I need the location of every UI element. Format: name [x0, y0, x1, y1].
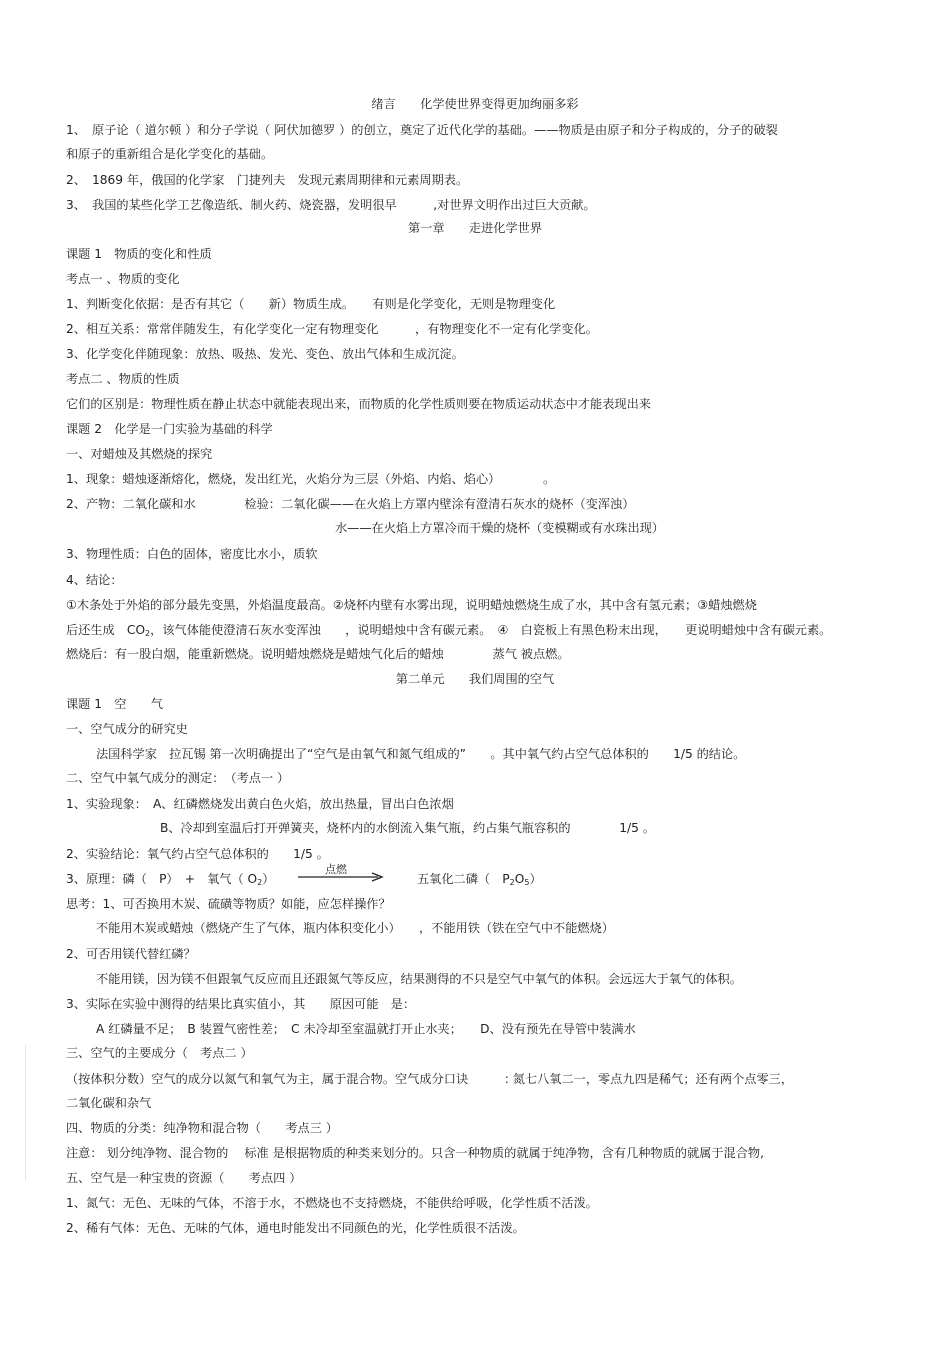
section-heading: 五、空气是一种宝贵的资源（ 考点四 ） — [66, 1171, 302, 1185]
section-heading: 一、对蜡烛及其燃烧的探究 — [66, 447, 213, 461]
lesson-heading: 课题 1 空 气 — [66, 697, 163, 711]
text-line: 不能用木炭或蜡烛（燃烧产生了气体，瓶内体积变化小） ，不能用铁（铁在空气中不能燃烧） — [96, 921, 614, 935]
text-line: 1、实验现象： A、红磷燃烧发出黄白色火焰，放出热量，冒出白色浓烟 — [66, 797, 454, 811]
text-line: （按体积分数）空气的成分以氮气和氧气为主，属于混合物。空气成分口诀 : 氮七八氧二一，零点九四是稀气；还有两个点零三， — [66, 1072, 794, 1086]
text-line: ①木条处于外焰的部分最先变黑，外焰温度最高。②烧杯内壁有水雾出现，说明蜡烛燃烧生成了水，其中含有氢元素；③蜡烛燃烧 — [66, 598, 757, 612]
section-heading: 一、空气成分的研究史 — [66, 722, 188, 736]
lesson-heading: 课题 1 物质的变化和性质 — [66, 247, 212, 261]
text-fragment: ） — [529, 872, 542, 886]
text-line: 3、实际在实验中测得的结果比真实值小，其 原因可能 是： — [66, 997, 416, 1011]
text-fragment: ，该气体能使澄清石灰水变浑浊 ，说明蜡烛中含有碳元素。 ④ 白瓷板上有黑色粉末出现， 更说明蜡烛中含有碳元素。 — [150, 623, 832, 637]
subscript: 2 — [145, 629, 151, 638]
chapter-title: 第一章 走进化学世界 — [407, 221, 543, 235]
text-line: 二氧化碳和杂气 — [66, 1096, 152, 1110]
preface-title: 绪言 化学使世界变得更加绚丽多彩 — [371, 97, 579, 111]
text-line: 2、相互关系：常常伴随发生，有化学变化一定有物理变化 ，有物理变化不一定有化学变化。 — [66, 322, 598, 336]
text-fragment: 后还生成 CO — [66, 623, 146, 637]
text-line: 2、 1869 年，俄国的化学家 门捷列夫 发现元素周期律和元素周期表。 — [66, 173, 469, 187]
section-heading: 二、空气中氧气成分的测定： （考点一 ） — [66, 771, 290, 785]
subscript: 2 — [509, 878, 515, 887]
text-fragment: 3、原理：磷（ P） + 氧气（ O — [66, 872, 258, 886]
text-line: 和原子的重新组合是化学变化的基础。 — [66, 147, 274, 161]
text-line: 3、物理性质：白色的固体，密度比水小，质软 — [66, 547, 318, 561]
text-line: 燃烧后：有一股白烟，能重新燃烧。说明蜡烛燃烧是蜡烛气化后的蜡烛 蒸气 被点燃。 — [66, 647, 570, 661]
text-line: 1、 原子论（ 道尔顿 ）和分子学说（ 阿伏加德罗 ）的创立，奠定了近代化学的基础。——物质是由原子和分子构成的，分子的破裂 — [66, 123, 778, 137]
text-fragment: O — [514, 872, 525, 886]
text-line — [66, 871, 274, 887]
text-line: 2、产物：二氧化碳和水 检验：二氧化碳——在火焰上方罩内壁涂有澄清石灰水的烧杯（变浑浊） — [66, 497, 635, 511]
text-line — [66, 622, 831, 638]
text-fragment: 五氧化二磷（ P — [417, 872, 510, 886]
lesson-heading: 课题 2 化学是一门实验为基础的科学 — [66, 422, 273, 436]
text-line: 思考：1、可否换用木炭、硫磺等物质？如能，应怎样操作？ — [66, 897, 391, 911]
text-line: 3、化学变化伴随现象：放热、吸热、发光、变色、放出气体和生成沉淀。 — [66, 347, 464, 361]
text-line: 它们的区别是：物理性质在静止状态中就能表现出来，而物质的化学性质则要在物质运动状态中才能表现出来 — [66, 397, 651, 411]
margin-rule — [25, 1045, 26, 1180]
text-line: 不能用镁，因为镁不但跟氧气反应而且还跟氮气等反应，结果测得的不只是空气中氧气的体积。会远远大于氧气的体积。 — [96, 972, 742, 986]
subscript: 5 — [524, 878, 530, 887]
text-line: 法国科学家 拉瓦锡 第一次明确提出了“空气是由氧气和氮气组成的” 。其中氧气约占空气总体积的 1/5 的结论。 — [96, 747, 746, 761]
text-line: 2、稀有气体：无色、无味的气体，通电时能发出不同颜色的光，化学性质很不活泼。 — [66, 1221, 525, 1235]
text-line: 1、氮气：无色、无味的气体，不溶于水，不燃烧也不支持燃烧，不能供给呼吸，化学性质不活泼。 — [66, 1196, 598, 1210]
section-heading: 考点二 、物质的性质 — [66, 372, 180, 386]
text-line: 3、 我国的某些化学工艺像造纸、制火药、烧瓷器，发明很早 ,对世界文明作出过巨大贡献。 — [66, 198, 596, 212]
text-line — [417, 871, 542, 887]
text-line: 1、现象：蜡烛逐渐熔化，燃烧，发出红光，火焰分为三层（外焰、内焰、焰心） 。 — [66, 472, 556, 486]
text-line: 注意： 划分纯净物、混合物的 标准 是根据物质的种类来划分的。只含一种物质的就属于纯净物，含有几种物质的就属于混合物, — [66, 1146, 764, 1160]
text-line: A 红磷量不足； B 装置气密性差； C 未冷却至室温就打开止水夹； D、没有预先在导管中装满水 — [96, 1022, 636, 1036]
unit-title: 第二单元 我们周围的空气 — [395, 672, 555, 686]
subscript: 2 — [257, 878, 263, 887]
text-fragment: ） — [262, 872, 275, 886]
text-line: 4、结论： — [66, 573, 123, 587]
text-line: 水——在火焰上方罩冷而干燥的烧杯（变模糊或有水珠出现） — [335, 521, 665, 535]
reaction-arrow — [298, 871, 384, 883]
section-heading: 三、空气的主要成分（ 考点二 ） — [66, 1046, 253, 1060]
text-line: 2、实验结论：氧气约占空气总体积的 1/5 。 — [66, 847, 329, 861]
text-line: 2、可否用镁代替红磷？ — [66, 947, 196, 961]
section-heading: 四、物质的分类：纯净物和混合物（ 考点三 ） — [66, 1121, 338, 1135]
section-heading: 考点一 、物质的变化 — [66, 272, 180, 286]
reaction-condition: 点燃 — [325, 863, 347, 876]
text-line: 1、判断变化依据：是否有其它（ 新）物质生成。 有则是化学变化，无则是物理变化 — [66, 297, 556, 311]
text-line: B、冷却到室温后打开弹簧夹，烧杯内的水倒流入集气瓶，约占集气瓶容积的 1/5 。 — [160, 821, 655, 835]
